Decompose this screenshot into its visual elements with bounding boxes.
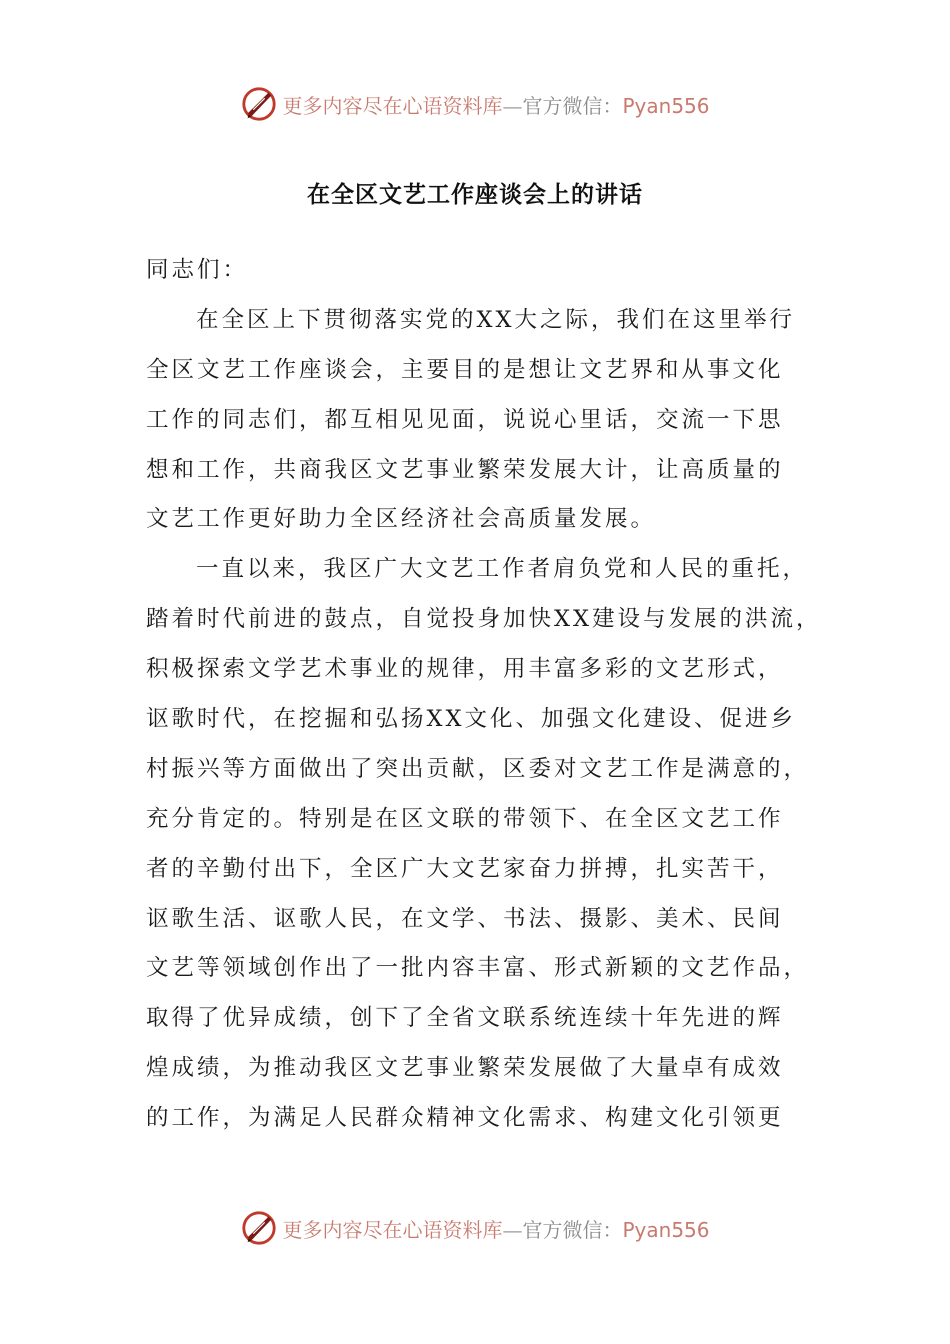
watermark-id: Pyan556 — [622, 1217, 710, 1242]
watermark-main: 更多内容尽在心语资料库 — [282, 1217, 503, 1242]
watermark-main: 更多内容尽在心语资料库 — [282, 93, 503, 118]
body-line: 者的辛勤付出下，全区广大文艺家奋力拼搏，扎实苦干， — [146, 855, 784, 882]
watermark-dash: — — [502, 1217, 523, 1242]
quill-logo-icon — [240, 85, 278, 123]
body-line: 煌成绩，为推动我区文艺事业繁荣发展做了大量卓有成效 — [146, 1055, 784, 1082]
watermark-label: 官方微信： — [522, 1217, 623, 1242]
body-line: 取得了优异成绩，创下了全省文联系统连续十年先进的辉 — [146, 1005, 784, 1032]
header-watermark — [0, 84, 950, 124]
body-line: 文艺工作更好助力全区经济社会高质量发展。 — [146, 506, 657, 533]
body-line: 的工作，为满足人民群众精神文化需求、构建文化引领更 — [146, 1105, 784, 1132]
watermark-dash: — — [502, 93, 523, 118]
body-line: 踏着时代前进的鼓点，自觉投身加快XX建设与发展的洪流， — [146, 606, 822, 633]
document-body — [146, 246, 822, 1144]
body-line: 在全区上下贯彻落实党的XX大之际，我们在这里举行 — [196, 306, 796, 333]
watermark-text — [282, 1214, 709, 1243]
quill-logo-icon — [240, 1209, 278, 1247]
body-line: 讴歌生活、讴歌人民，在文学、书法、摄影、美术、民间 — [146, 905, 784, 932]
watermark-label: 官方微信： — [522, 93, 623, 118]
body-line: 想和工作，共商我区文艺事业繁荣发展大计，让高质量的 — [146, 456, 784, 483]
body-line: 充分肯定的。特别是在区文联的带领下、在全区文艺工作 — [146, 805, 784, 832]
body-line: 讴歌时代，在挖掘和弘扬XX文化、加强文化建设、促进乡 — [146, 706, 797, 733]
watermark-id: Pyan556 — [622, 93, 710, 118]
body-line: 文艺等领域创作出了一批内容丰富、形式新颖的文艺作品， — [146, 955, 810, 982]
body-line: 村振兴等方面做出了突出贡献，区委对文艺工作是满意的， — [146, 755, 810, 782]
watermark-text — [282, 90, 709, 119]
body-line: 一直以来，我区广大文艺工作者肩负党和人民的重托， — [196, 556, 809, 583]
body-line: 工作的同志们，都互相见见面，说说心里话，交流一下思 — [146, 406, 784, 433]
footer-watermark — [0, 1208, 950, 1248]
body-line: 全区文艺工作座谈会，主要目的是想让文艺界和从事文化 — [146, 356, 784, 383]
salutation-line: 同志们： — [146, 257, 249, 283]
body-line: 积极探索文学艺术事业的规律，用丰富多彩的文艺形式， — [146, 656, 784, 683]
document-title: 在全区文艺工作座谈会上的讲话 — [307, 182, 643, 208]
